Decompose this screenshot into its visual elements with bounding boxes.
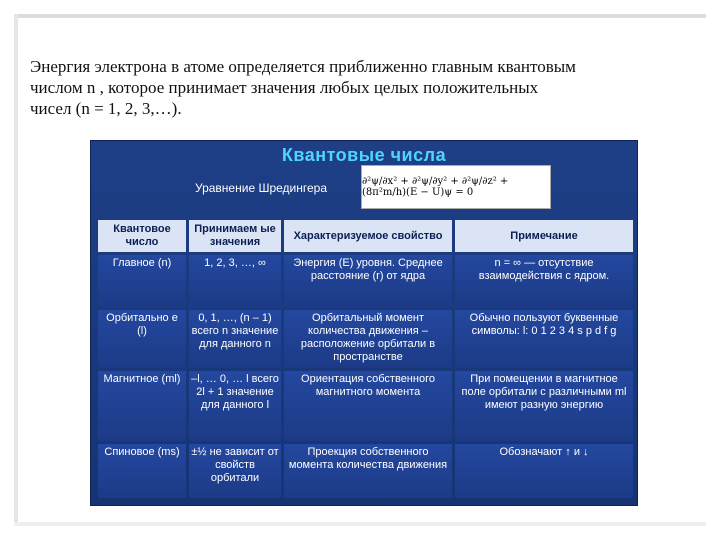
table-row xyxy=(98,444,633,498)
table-cell: –l, … 0, … l всего 2l + 1 значение для данного l xyxy=(189,371,281,441)
slide-frame-top xyxy=(14,14,706,18)
table-cell: Обычно пользуют буквенные символы: l: 0 1 2 3 4 s p d f g xyxy=(455,310,633,368)
slide-title: Квантовые числа xyxy=(281,145,447,165)
table-cell: 1, 2, 3, …, ∞ xyxy=(189,255,281,307)
equation-label: Уравнение Шредингера xyxy=(195,181,327,195)
intro-line-3: чисел (n = 1, 2, 3,…). xyxy=(30,99,182,118)
slide-frame-bottom xyxy=(14,522,706,526)
quantum-numbers-table xyxy=(95,217,636,501)
slide-frame-left xyxy=(14,14,18,526)
table-cell: Магнитное (ml) xyxy=(98,371,186,441)
header-note: Примечание xyxy=(455,220,633,252)
intro-line-1: Энергия электрона в атоме определяется приближенно главным квантовым xyxy=(30,57,576,76)
table-cell: Энергия (E) уровня. Среднее расстояние (r) от ядра xyxy=(284,255,452,307)
table-cell: При помещении в магнитное поле орбитали с различными ml имеют разную энергию xyxy=(455,371,633,441)
table-cell: Главное (n) xyxy=(98,255,186,307)
table-cell: Орбитально е (l) xyxy=(98,310,186,368)
table-row xyxy=(98,310,633,368)
table-cell: Обозначают ↑ и ↓ xyxy=(455,444,633,498)
table-cell: Орбитальный момент количества движения – расположение орбитали в пространстве xyxy=(284,310,452,368)
table-cell: Ориентация собственного магнитного момента xyxy=(284,371,452,441)
table-row xyxy=(98,371,633,441)
header-quantum-number: Квантовое число xyxy=(98,220,186,252)
table-cell: 0, 1, …, (n – 1) всего n значение для данного n xyxy=(189,310,281,368)
table-cell: n = ∞ — отсутствие взаимодействия с ядром. xyxy=(455,255,633,307)
header-property: Характеризуемое свойство xyxy=(284,220,452,252)
table-cell: Спиновое (ms) xyxy=(98,444,186,498)
table-header-row xyxy=(98,220,633,252)
table-row xyxy=(98,255,633,307)
schrodinger-equation: ∂²ψ/∂x² + ∂²ψ/∂y² + ∂²ψ/∂z² + (8π²m/h)(E − U)ψ = 0 xyxy=(361,165,551,209)
intro-paragraph xyxy=(30,56,700,119)
quantum-numbers-slide xyxy=(90,140,638,506)
table-cell: ±½ не зависит от свойств орбитали xyxy=(189,444,281,498)
table-cell: Проекция собственного момента количества движения xyxy=(284,444,452,498)
intro-line-2: числом n , которое принимает значения любых целых положительных xyxy=(30,78,539,97)
header-values: Принимаем ые значения xyxy=(189,220,281,252)
